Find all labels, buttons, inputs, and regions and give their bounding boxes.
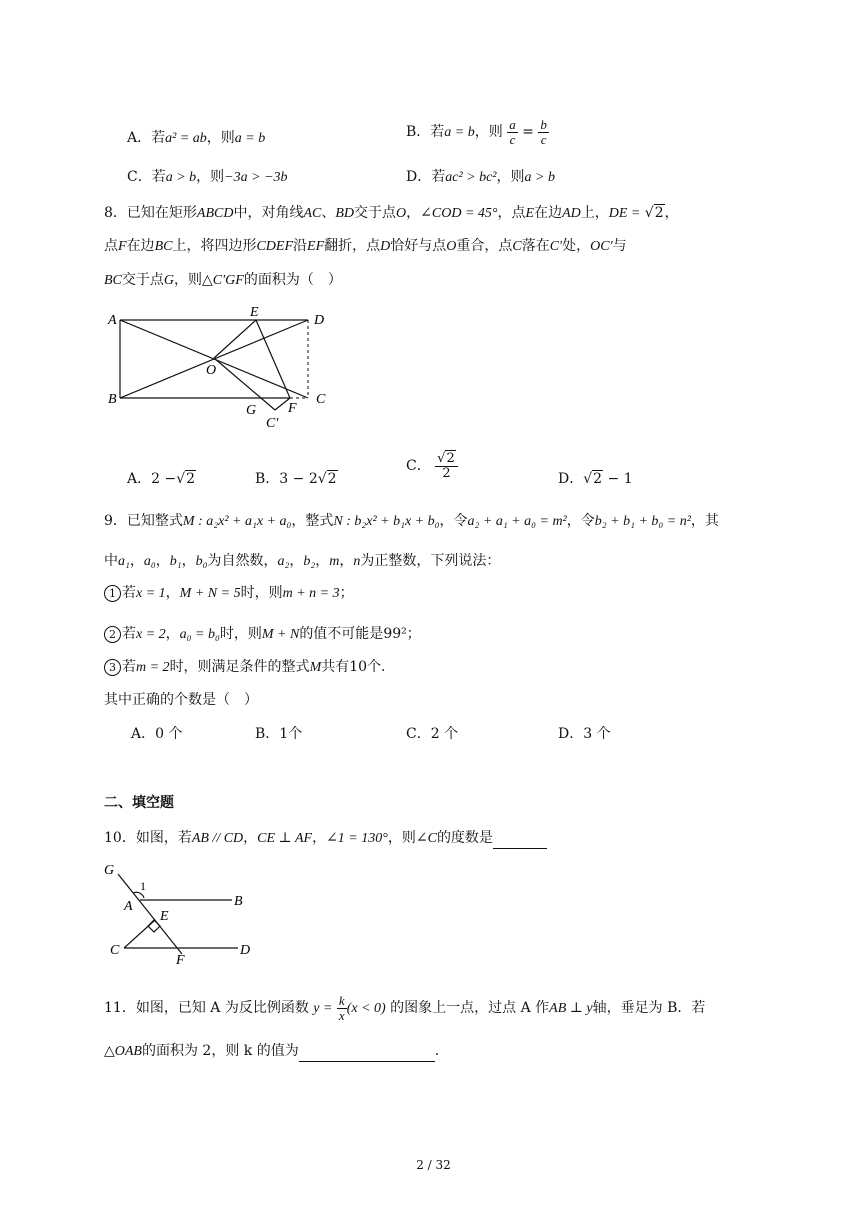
q9-s3-m: m = 2 <box>136 660 170 675</box>
q11-t5: . <box>434 1043 440 1059</box>
q10-fig-label-a: A <box>124 899 133 914</box>
q8-t14: 重合，点 <box>456 238 513 254</box>
q10-ab-cd: AB // CD <box>191 831 244 846</box>
q8-ef: EF <box>307 239 325 254</box>
q7-c-res: −3a > −3b <box>224 170 288 185</box>
q8-t4: ，点 <box>497 205 526 221</box>
q9-a2: a₂ <box>277 554 290 569</box>
q9-s3-b: 时，则满足条件的整式 <box>169 659 310 675</box>
q10-answer-blank[interactable] <box>493 832 547 849</box>
q9-option-b <box>255 724 302 744</box>
q9-statement-1 <box>104 583 354 604</box>
q8-opt-d-rad: 2 <box>593 471 603 487</box>
q8-cdef: CDEF <box>256 239 294 254</box>
q8-sep: 、 <box>321 205 336 221</box>
q9-line1 <box>104 511 719 532</box>
q9-s2-a: 若 <box>122 626 136 642</box>
q9-t6: 中 <box>104 553 118 569</box>
q8-angle: ∠COD = 45° <box>420 206 498 221</box>
q7-b-num2: b <box>540 116 547 132</box>
q9-t3: ，令 <box>439 513 468 529</box>
q9-s2-b: ， <box>165 626 180 642</box>
q9-t4: ，令 <box>566 513 595 529</box>
q7-option-b <box>406 116 549 149</box>
q8-t11: 沿 <box>293 238 308 254</box>
q9-eq2: b₂ + b₁ + b₀ = n² <box>594 514 691 529</box>
q9-s1-b: ， <box>165 585 180 601</box>
q8-opt-c-den: 2 <box>442 465 451 481</box>
q9-option-c <box>406 724 458 744</box>
q8-line1: 8．已知在矩形ABCD中，对角线AC、BD交于点O，∠COD = 45°，点E在边AD上，DE = √2， <box>104 205 679 221</box>
q7-c-expr: a > b <box>165 170 197 185</box>
q7-b-expr: a = b <box>444 125 475 140</box>
q10-fig-right-angle <box>148 920 160 932</box>
q8-t13: 恰好与点 <box>390 238 447 254</box>
q8-t9: 在边 <box>126 238 155 254</box>
q8-line3 <box>104 270 342 291</box>
q10-fig-label-g: G <box>104 863 115 878</box>
q10-text <box>104 828 547 849</box>
q11-x: x <box>338 1007 345 1023</box>
q8-fig-oc-prime <box>214 358 275 410</box>
q7-b-frac2 <box>538 118 549 147</box>
q8-bd: BD <box>335 206 355 221</box>
q8-bc: BC <box>154 239 173 254</box>
q9-s2-c: 时，则 <box>219 626 262 642</box>
q8-fig-label-cprime: C′ <box>266 416 279 431</box>
q8-g: G <box>163 273 175 288</box>
q11-cond: (x < 0) <box>346 1001 386 1016</box>
q9-s3-a: 若 <box>122 659 136 675</box>
q9-s2-mn: M + N <box>261 627 300 642</box>
q7-d-res: a > b <box>524 170 555 185</box>
q9-s1-mn: M + N = 5 <box>179 586 241 601</box>
q7-option-a <box>127 128 265 149</box>
q9-eq1: a₂ + a₁ + a₀ = m² <box>467 514 567 529</box>
q11-line2 <box>104 1041 439 1062</box>
q8-de: DE = <box>608 206 641 221</box>
q8-fig-label-g: G <box>246 403 257 418</box>
q8-opt-b-rad: 2 <box>327 471 337 487</box>
q11-t3: 轴，垂足为 B．若 <box>592 1000 706 1016</box>
q8-ad: AD <box>562 206 581 221</box>
q8-o: O <box>396 206 407 221</box>
q8-t15: 落在 <box>521 238 550 254</box>
q9-s2-x: x = 2 <box>136 627 166 642</box>
q9-c6: ， <box>339 553 354 569</box>
q8-fig-ef <box>256 320 290 398</box>
q10-fig-line-gf <box>118 874 182 954</box>
q9-s1-d: ； <box>339 585 354 601</box>
q11-answer-blank[interactable] <box>299 1045 435 1062</box>
q11-t2: 的图象上一点，过点 A 作 <box>390 1000 550 1016</box>
q10-t4: ，则 <box>387 830 416 846</box>
q11-t4: 的面积为 2，则 k 的值为 <box>141 1043 299 1059</box>
q8-line2 <box>104 236 627 257</box>
q11-y: y = <box>313 1001 333 1016</box>
q8-t18: 交于点 <box>121 272 164 288</box>
q8-fig-label-o: O <box>206 363 217 378</box>
q7-a-expr: a² = ab <box>165 131 207 146</box>
q9-a0: a₀ <box>143 554 156 569</box>
q9-s2-val: 99² <box>383 626 407 642</box>
q7-b-label: B．若 <box>406 124 445 140</box>
q8-opt-c-label: C． <box>406 458 431 474</box>
q8-d: D <box>380 239 391 254</box>
q7-c-label: C．若 <box>127 169 166 185</box>
q8-opt-b-pre: 3 − 2 <box>279 471 318 487</box>
q11-perp: AB ⊥ y <box>549 1001 593 1016</box>
q8-t19: ，则 <box>174 272 203 288</box>
q8-t16: 处， <box>562 238 591 254</box>
q9-b2: b₂ <box>303 554 316 569</box>
q8-t6: 上， <box>580 205 609 221</box>
q10-angle: ∠1 = 130° <box>326 831 388 846</box>
q9-t2: ，整式 <box>291 513 334 529</box>
q10-figure <box>100 858 270 968</box>
q9-s2-num: 2 <box>104 626 121 643</box>
q8-t20: 的面积为（ ） <box>243 272 342 288</box>
q10-fig-label-d: D <box>240 943 251 958</box>
q9-b1: b₁ <box>169 554 182 569</box>
q10-angle-c: ∠C <box>415 831 437 846</box>
q8-cp: C′ <box>549 239 563 254</box>
page-number: 2 / 32 <box>416 1158 451 1172</box>
q10-t1: 10．如图，若 <box>104 830 192 846</box>
q7-a-label: A．若 <box>127 130 166 146</box>
q7-b-frac1 <box>507 118 518 147</box>
q9-s1-num: 1 <box>104 585 121 602</box>
q11-line1 <box>104 988 705 1029</box>
q8-fig-label-b: B <box>108 392 117 407</box>
q9-opt-b-value: 1个 <box>279 726 303 742</box>
q10-fig-label-c: C <box>110 943 120 958</box>
q8-ocp: OC′ <box>590 239 613 254</box>
q9-opt-d-label: D． <box>558 726 584 742</box>
q8-comma: ， <box>406 205 421 221</box>
q9-s3-val: 10 <box>349 659 368 675</box>
q7-d-label: D．若 <box>406 169 446 185</box>
q10-fig-label-e: E <box>160 909 169 924</box>
q7-d-mid: ，则 <box>496 169 525 185</box>
q9-t1: 9．已知整式 <box>104 513 183 529</box>
q9-s1-a: 若 <box>122 585 136 601</box>
q8-figure <box>100 300 340 440</box>
q9-s3-num: 3 <box>104 659 121 676</box>
q8-fig-label-d: D <box>314 313 325 328</box>
q8-option-c <box>406 448 458 484</box>
q9-t5: ，其 <box>690 513 719 529</box>
q7-option-d <box>406 167 555 188</box>
q8-opt-d-post: − 1 <box>603 471 633 487</box>
q7-d-expr: ac² > bc² <box>445 170 497 185</box>
q9-n-expr: N : b₂x² + b₁x + b₀ <box>333 514 440 529</box>
q8-ac: AC <box>303 206 322 221</box>
q7-b-den2: c <box>540 131 547 147</box>
q9-s3-c: 共有 <box>321 659 350 675</box>
q8-opt-c-frac: $\frac{√2}{2}$ <box>435 452 458 481</box>
q8-opt-d-label: D． <box>558 471 584 487</box>
q9-b0: b₀ <box>195 554 208 569</box>
q10-ce-af: CE ⊥ AF <box>257 831 313 846</box>
q10-fig-label-b: B <box>234 894 243 909</box>
q9-m-expr: M : a₂x² + a₁x + a₀ <box>182 514 292 529</box>
q7-a-res: a = b <box>234 131 266 146</box>
q9-s2-e: ； <box>406 626 421 642</box>
q7-b-den1: c <box>509 131 516 147</box>
q9-c5: ， <box>315 553 330 569</box>
q8-fig-label-c: C <box>316 392 326 407</box>
q8-fig-label-e: E <box>250 305 259 320</box>
q11-frac <box>337 994 347 1023</box>
q10-t3: ， <box>312 830 327 846</box>
q8-opt-a-label: A． <box>127 471 152 487</box>
q9-s1-x: x = 1 <box>136 586 166 601</box>
q8-option-b: B．3 − 2√2 <box>255 471 337 487</box>
q8-o2: O <box>446 239 457 254</box>
q9-c3: ， <box>181 553 196 569</box>
q9-statement-2 <box>104 624 421 645</box>
q8-t12: 翻折，点 <box>324 238 381 254</box>
q9-opt-a-value: 0 个 <box>155 726 183 742</box>
q8-t2: 中，对角线 <box>233 205 304 221</box>
q8-bc2: BC <box>104 273 122 288</box>
q8-f: F <box>118 239 127 254</box>
q8-option-a: A．2 −√2 <box>127 471 196 487</box>
q8-opt-b-label: B． <box>255 471 280 487</box>
q9-opt-c-value: 2 个 <box>430 726 459 742</box>
q10-t2: ， <box>243 830 258 846</box>
q9-opt-a-label: A． <box>131 726 156 742</box>
q9-t8: 为正整数，下列说法： <box>360 553 501 569</box>
q8-t8: 点 <box>104 238 118 254</box>
q9-opt-c-label: C． <box>406 726 431 742</box>
q7-c-mid: ，则 <box>196 169 225 185</box>
q10-t5: 的度数是 <box>436 830 493 846</box>
q8-rect: ABCD <box>196 206 234 221</box>
q10-fig-label-1: 1 <box>140 879 146 893</box>
q9-s3-M: M <box>309 660 322 675</box>
q8-tri: △C′GF <box>202 273 244 288</box>
q7-a-mid: ，则 <box>206 130 235 146</box>
q11-t1: 11．如图，已知 A 为反比例函数 <box>104 1000 309 1016</box>
q8-fig-label-a: A <box>108 313 117 328</box>
q9-opt-d-value: 3 个 <box>583 726 611 742</box>
q9-s2-d: 的值不可能是 <box>299 626 384 642</box>
q9-n: n <box>353 554 361 569</box>
q8-de-val: 2 <box>654 205 664 221</box>
q9-m: m <box>329 554 340 569</box>
q9-t7: 为自然数， <box>207 553 278 569</box>
q9-s1-c: 时，则 <box>240 585 283 601</box>
q8-opt-c-rad: 2 <box>446 450 455 466</box>
q8-t7: ， <box>664 205 679 221</box>
section-heading: 二、填空题 <box>104 795 174 811</box>
q9-line2 <box>104 551 500 572</box>
q9-c4: ， <box>289 553 304 569</box>
q9-statement-3 <box>104 657 386 678</box>
q9-s1-res: m + n = 3 <box>282 586 340 601</box>
q11-tri: △OAB <box>104 1044 142 1059</box>
q8-t10: 上，将四边形 <box>172 238 257 254</box>
q11-k: k <box>338 992 345 1008</box>
q8-t5: 在边 <box>534 205 563 221</box>
q8-fig-label-f: F <box>288 401 297 416</box>
q7-option-c <box>127 167 288 188</box>
q7-b-num1: a <box>509 116 516 132</box>
q8-fig-eo <box>214 320 256 358</box>
q8-t1: 8．已知在矩形 <box>104 205 197 221</box>
q8-opt-a-pre: 2 − <box>151 471 177 487</box>
q9-c2: ， <box>155 553 170 569</box>
q8-opt-a-rad: 2 <box>186 471 196 487</box>
q8-t17: 与 <box>612 238 627 254</box>
q9-c1: ， <box>129 553 144 569</box>
q9-a1: a₁ <box>118 554 130 569</box>
q7-b-mid: ，则 <box>474 124 503 140</box>
q9-s3-d: 个. <box>367 659 386 675</box>
q9-s2-eq: a₀ = b₀ <box>179 627 220 642</box>
q9-ask: 其中正确的个数是（ ） <box>104 692 258 708</box>
q8-t3: 交于点 <box>354 205 397 221</box>
q9-option-a <box>131 724 182 744</box>
q9-opt-b-label: B． <box>255 726 280 742</box>
q8-c: C <box>512 239 522 254</box>
q8-option-d: D．√2 − 1 <box>558 471 633 487</box>
q9-option-d <box>558 724 611 744</box>
q7-b-eq: = <box>522 124 534 140</box>
q8-e: E <box>525 206 535 221</box>
q10-fig-label-f: F <box>176 953 185 968</box>
